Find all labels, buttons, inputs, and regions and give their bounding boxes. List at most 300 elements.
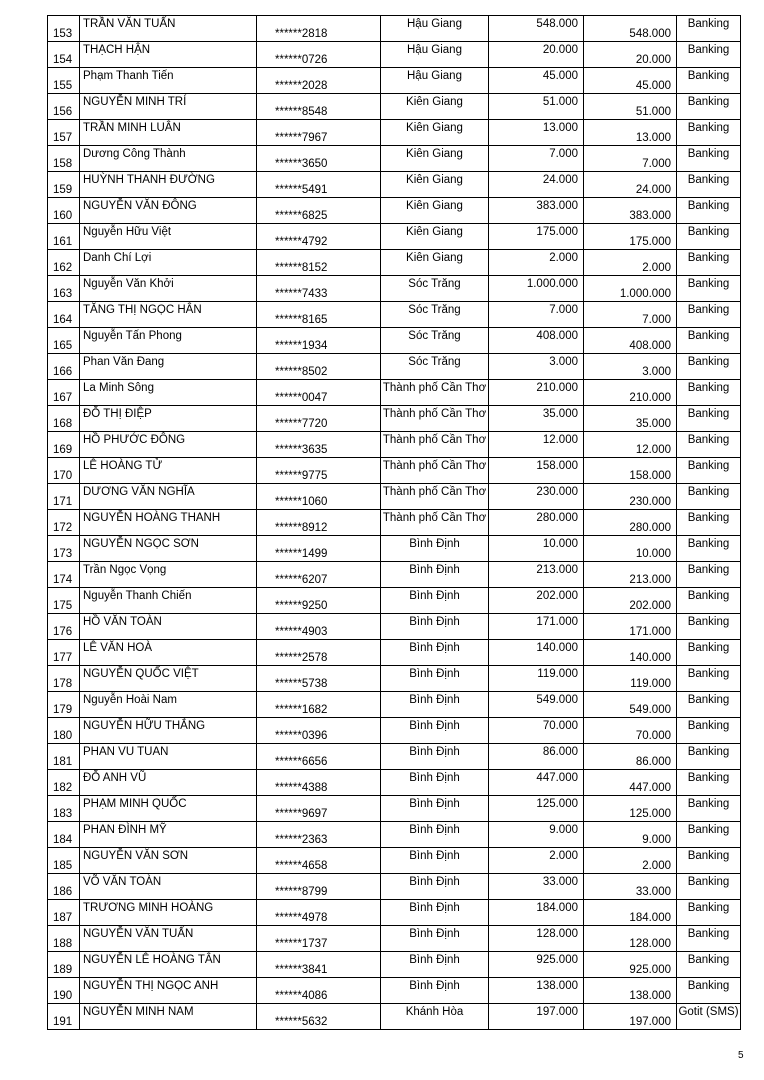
amount-cell: [489, 900, 584, 926]
payment-method-cell: [677, 874, 741, 900]
row-number-text: 164: [53, 314, 73, 326]
payment-method-cell: [677, 276, 741, 302]
donor-name-text: LÊ VĂN HOÀ: [83, 642, 153, 654]
amount-confirmed-text: 138.000: [629, 990, 671, 1002]
amount-text: 138.000: [536, 980, 578, 992]
row-number-text: 177: [53, 652, 73, 664]
amount-confirmed-cell: [584, 302, 677, 328]
amount-confirmed-cell: [584, 614, 677, 640]
donor-name-cell: [80, 1004, 257, 1030]
amount-confirmed-cell: [584, 406, 677, 432]
amount-confirmed-cell: [584, 146, 677, 172]
amount-confirmed-cell: [584, 94, 677, 120]
province-text: Kiên Giang: [406, 252, 463, 264]
amount-confirmed-text: 33.000: [635, 886, 671, 898]
row-number-text: 160: [53, 210, 73, 222]
donor-name-cell: [80, 536, 257, 562]
province-cell: [381, 1004, 489, 1030]
donor-name-cell: [80, 94, 257, 120]
province-text: Bình Định: [409, 668, 460, 680]
payment-method-cell: [677, 380, 741, 406]
province-cell: [381, 120, 489, 146]
province-cell: [381, 432, 489, 458]
amount-cell: [489, 718, 584, 744]
payment-method-cell: [677, 796, 741, 822]
account-number-cell: [257, 42, 381, 68]
table-row: [48, 172, 741, 198]
payment-method-cell: [677, 302, 741, 328]
amount-text: 210.000: [536, 382, 578, 394]
donor-name-cell: [80, 16, 257, 42]
donor-name-cell: [80, 510, 257, 536]
row-number-text: 162: [53, 262, 73, 274]
province-cell: [381, 796, 489, 822]
amount-cell: [489, 562, 584, 588]
account-number-text: ******6207: [275, 574, 328, 586]
amount-confirmed-cell: [584, 848, 677, 874]
amount-cell: [489, 354, 584, 380]
province-text: Sóc Trăng: [408, 356, 461, 368]
amount-confirmed-cell: [584, 432, 677, 458]
province-text: Bình Định: [409, 772, 460, 784]
account-number-text: ******4388: [275, 782, 328, 794]
amount-text: 10.000: [542, 538, 578, 550]
amount-cell: [489, 952, 584, 978]
province-cell: [381, 172, 489, 198]
account-number-cell: [257, 692, 381, 718]
province-cell: [381, 952, 489, 978]
amount-text: 140.000: [536, 642, 578, 654]
payment-method-cell: [677, 458, 741, 484]
province-cell: [381, 900, 489, 926]
payment-method-cell: [677, 198, 741, 224]
row-number-cell: [48, 900, 80, 926]
payment-method-text: Banking: [687, 486, 730, 498]
account-number-cell: [257, 198, 381, 224]
account-number-cell: [257, 120, 381, 146]
row-number-text: 190: [53, 990, 73, 1002]
payment-method-text: Banking: [687, 668, 730, 680]
amount-cell: [489, 822, 584, 848]
account-number-cell: [257, 276, 381, 302]
amount-text: 3.000: [549, 356, 578, 368]
table-row: [48, 926, 741, 952]
account-number-cell: [257, 1004, 381, 1030]
donor-name-text: Danh Chí Lợi: [83, 252, 152, 264]
amount-cell: [489, 224, 584, 250]
donor-name-text: LÊ HOÀNG TỬ: [83, 460, 163, 472]
amount-cell: [489, 1004, 584, 1030]
province-cell: [381, 406, 489, 432]
account-number-text: ******5738: [275, 678, 328, 690]
table-row: [48, 458, 741, 484]
amount-confirmed-text: 210.000: [629, 392, 671, 404]
donor-name-cell: [80, 406, 257, 432]
table-row: [48, 354, 741, 380]
province-text: Thành phố Cần Thơ: [382, 434, 487, 446]
province-text: Bình Định: [409, 876, 460, 888]
account-number-text: ******7433: [275, 288, 328, 300]
account-number-text: ******0396: [275, 730, 328, 742]
table-body: [48, 16, 741, 1030]
amount-confirmed-cell: [584, 328, 677, 354]
row-number-text: 191: [53, 1016, 73, 1028]
table-row: [48, 562, 741, 588]
province-text: Khánh Hòa: [405, 1006, 464, 1018]
row-number-text: 165: [53, 340, 73, 352]
payment-method-cell: [677, 588, 741, 614]
account-number-cell: [257, 588, 381, 614]
amount-confirmed-cell: [584, 120, 677, 146]
row-number-text: 183: [53, 808, 73, 820]
table-row: [48, 302, 741, 328]
province-text: Thành phố Cần Thơ: [382, 486, 487, 498]
province-text: Kiên Giang: [406, 122, 463, 134]
donor-name-text: Trần Ngọc Vọng: [83, 564, 167, 576]
amount-text: 408.000: [536, 330, 578, 342]
donor-name-cell: [80, 562, 257, 588]
donor-name-text: VÕ VĂN TOÀN: [83, 876, 162, 888]
amount-text: 925.000: [536, 954, 578, 966]
donor-name-cell: [80, 692, 257, 718]
payment-method-text: Banking: [687, 148, 730, 160]
province-cell: [381, 354, 489, 380]
donor-name-text: NGUYỄN MINH NAM: [83, 1006, 194, 1018]
row-number-cell: [48, 744, 80, 770]
payment-method-text: Banking: [687, 408, 730, 420]
table-row: [48, 744, 741, 770]
account-number-text: ******8502: [275, 366, 328, 378]
payment-method-cell: [677, 770, 741, 796]
table-row: [48, 536, 741, 562]
account-number-cell: [257, 16, 381, 42]
row-number-cell: [48, 328, 80, 354]
payment-method-cell: [677, 510, 741, 536]
province-cell: [381, 146, 489, 172]
account-number-text: ******1934: [275, 340, 328, 352]
account-number-cell: [257, 770, 381, 796]
amount-cell: [489, 926, 584, 952]
amount-cell: [489, 198, 584, 224]
payment-method-text: Banking: [687, 96, 730, 108]
donor-name-text: NGUYỄN NGỌC SƠN: [83, 538, 199, 550]
amount-confirmed-text: 197.000: [629, 1016, 671, 1028]
amount-confirmed-text: 7.000: [642, 314, 671, 326]
payment-method-text: Banking: [687, 174, 730, 186]
account-number-text: ******4086: [275, 990, 328, 1002]
amount-confirmed-text: 280.000: [629, 522, 671, 534]
amount-confirmed-cell: [584, 952, 677, 978]
table-row: [48, 874, 741, 900]
province-text: Hậu Giang: [407, 18, 462, 30]
account-number-text: ******8548: [275, 106, 328, 118]
amount-text: 548.000: [536, 18, 578, 30]
payment-method-text: Banking: [687, 538, 730, 550]
amount-cell: [489, 874, 584, 900]
payment-method-text: Banking: [687, 356, 730, 368]
account-number-text: ******6825: [275, 210, 328, 222]
row-number-cell: [48, 458, 80, 484]
account-number-cell: [257, 146, 381, 172]
amount-text: 230.000: [536, 486, 578, 498]
table-row: [48, 510, 741, 536]
province-cell: [381, 588, 489, 614]
donor-name-cell: [80, 380, 257, 406]
donor-name-text: TRẦN VĂN TUẤN: [83, 18, 176, 30]
amount-confirmed-cell: [584, 380, 677, 406]
account-number-text: ******2578: [275, 652, 328, 664]
amount-confirmed-text: 10.000: [635, 548, 671, 560]
province-cell: [381, 718, 489, 744]
table-row: [48, 276, 741, 302]
amount-confirmed-cell: [584, 640, 677, 666]
donor-name-cell: [80, 822, 257, 848]
donor-name-text: NGUYỄN HOÀNG THANH: [83, 512, 221, 524]
payment-method-cell: [677, 614, 741, 640]
amount-text: 70.000: [542, 720, 578, 732]
row-number-cell: [48, 276, 80, 302]
table-row: [48, 848, 741, 874]
row-number-text: 159: [53, 184, 73, 196]
row-number-text: 155: [53, 80, 73, 92]
donor-name-cell: [80, 848, 257, 874]
amount-text: 213.000: [536, 564, 578, 576]
donor-name-text: HỒ PHƯỚC ĐÔNG: [83, 434, 186, 446]
payment-method-text: Banking: [687, 720, 730, 732]
donor-name-cell: [80, 354, 257, 380]
donor-name-cell: [80, 432, 257, 458]
account-number-cell: [257, 432, 381, 458]
row-number-cell: [48, 250, 80, 276]
donor-name-cell: [80, 614, 257, 640]
table-row: [48, 250, 741, 276]
row-number-cell: [48, 380, 80, 406]
table-row: [48, 484, 741, 510]
amount-cell: [489, 770, 584, 796]
donor-name-text: NGUYỄN VĂN SƠN: [83, 850, 189, 862]
amount-cell: [489, 484, 584, 510]
amount-text: 197.000: [536, 1006, 578, 1018]
donor-name-text: Phạm Thanh Tiến: [83, 70, 174, 82]
row-number-text: 179: [53, 704, 73, 716]
donor-name-text: TRƯƠNG MINH HOÀNG: [83, 902, 214, 914]
account-number-text: ******5491: [275, 184, 328, 196]
account-number-cell: [257, 874, 381, 900]
amount-confirmed-text: 35.000: [635, 418, 671, 430]
account-number-text: ******2363: [275, 834, 328, 846]
row-number-text: 154: [53, 54, 73, 66]
row-number-cell: [48, 588, 80, 614]
amount-text: 86.000: [542, 746, 578, 758]
row-number-text: 158: [53, 158, 73, 170]
amount-confirmed-cell: [584, 458, 677, 484]
province-cell: [381, 198, 489, 224]
amount-text: 2.000: [549, 252, 578, 264]
amount-cell: [489, 68, 584, 94]
row-number-cell: [48, 146, 80, 172]
donor-name-cell: [80, 874, 257, 900]
account-number-text: ******4978: [275, 912, 328, 924]
amount-text: 51.000: [542, 96, 578, 108]
payment-method-cell: [677, 692, 741, 718]
amount-cell: [489, 94, 584, 120]
amount-confirmed-cell: [584, 250, 677, 276]
province-cell: [381, 276, 489, 302]
row-number-text: 169: [53, 444, 73, 456]
amount-confirmed-text: 408.000: [629, 340, 671, 352]
row-number-cell: [48, 562, 80, 588]
account-number-text: ******9250: [275, 600, 328, 612]
province-cell: [381, 666, 489, 692]
province-text: Bình Định: [409, 954, 460, 966]
donor-name-text: HỒ VĂN TOÀN: [83, 616, 162, 628]
payment-method-text: Gotit (SMS): [678, 1006, 739, 1018]
amount-confirmed-cell: [584, 796, 677, 822]
province-cell: [381, 822, 489, 848]
amount-confirmed-cell: [584, 484, 677, 510]
table-row: [48, 42, 741, 68]
row-number-cell: [48, 354, 80, 380]
amount-text: 12.000: [542, 434, 578, 446]
amount-cell: [489, 588, 584, 614]
province-cell: [381, 926, 489, 952]
province-cell: [381, 458, 489, 484]
amount-confirmed-text: 925.000: [629, 964, 671, 976]
amount-text: 128.000: [536, 928, 578, 940]
province-cell: [381, 94, 489, 120]
payment-method-text: Banking: [687, 226, 730, 238]
amount-confirmed-cell: [584, 276, 677, 302]
amount-text: 9.000: [549, 824, 578, 836]
payment-method-cell: [677, 848, 741, 874]
table-row: [48, 588, 741, 614]
province-text: Bình Định: [409, 824, 460, 836]
payment-method-cell: [677, 640, 741, 666]
account-number-cell: [257, 562, 381, 588]
row-number-text: 178: [53, 678, 73, 690]
amount-text: 171.000: [536, 616, 578, 628]
amount-text: 184.000: [536, 902, 578, 914]
province-cell: [381, 484, 489, 510]
donor-name-text: ĐỖ ANH VŨ: [83, 772, 147, 784]
account-number-text: ******1737: [275, 938, 328, 950]
amount-cell: [489, 380, 584, 406]
payment-method-text: Banking: [687, 902, 730, 914]
table-row: [48, 1004, 741, 1030]
row-number-text: 168: [53, 418, 73, 430]
donor-name-text: NGUYỄN LÊ HOÀNG TÂN: [83, 954, 221, 966]
amount-confirmed-cell: [584, 692, 677, 718]
amount-confirmed-text: 2.000: [642, 262, 671, 274]
amount-text: 549.000: [536, 694, 578, 706]
province-text: Bình Định: [409, 616, 460, 628]
province-text: Bình Định: [409, 980, 460, 992]
payment-method-cell: [677, 250, 741, 276]
province-cell: [381, 302, 489, 328]
payment-method-cell: [677, 926, 741, 952]
row-number-text: 180: [53, 730, 73, 742]
province-cell: [381, 744, 489, 770]
account-number-text: ******5632: [275, 1016, 328, 1028]
province-text: Kiên Giang: [406, 226, 463, 238]
amount-text: 175.000: [536, 226, 578, 238]
payment-method-text: Banking: [687, 278, 730, 290]
account-number-text: ******0726: [275, 54, 328, 66]
account-number-text: ******1060: [275, 496, 328, 508]
payment-method-cell: [677, 822, 741, 848]
table-row: [48, 146, 741, 172]
payment-method-text: Banking: [687, 200, 730, 212]
payment-method-text: Banking: [687, 928, 730, 940]
payment-method-text: Banking: [687, 304, 730, 316]
donor-name-cell: [80, 458, 257, 484]
amount-cell: [489, 302, 584, 328]
amount-confirmed-cell: [584, 16, 677, 42]
account-number-text: ******4792: [275, 236, 328, 248]
amount-cell: [489, 510, 584, 536]
account-number-cell: [257, 250, 381, 276]
donor-name-cell: [80, 250, 257, 276]
account-number-text: ******3635: [275, 444, 328, 456]
donor-name-cell: [80, 900, 257, 926]
account-number-text: ******9697: [275, 808, 328, 820]
amount-confirmed-text: 2.000: [642, 860, 671, 872]
amount-cell: [489, 276, 584, 302]
account-number-text: ******4903: [275, 626, 328, 638]
amount-cell: [489, 614, 584, 640]
account-number-text: ******3650: [275, 158, 328, 170]
amount-cell: [489, 978, 584, 1004]
province-text: Bình Định: [409, 902, 460, 914]
row-number-cell: [48, 848, 80, 874]
amount-text: 202.000: [536, 590, 578, 602]
row-number-text: 185: [53, 860, 73, 872]
account-number-text: ******0047: [275, 392, 328, 404]
amount-cell: [489, 432, 584, 458]
donor-name-cell: [80, 224, 257, 250]
donor-name-text: PHẠM MINH QUỐC: [83, 798, 187, 810]
account-number-cell: [257, 926, 381, 952]
payment-method-text: Banking: [687, 122, 730, 134]
amount-confirmed-text: 171.000: [629, 626, 671, 638]
amount-confirmed-text: 7.000: [642, 158, 671, 170]
province-cell: [381, 640, 489, 666]
donor-name-cell: [80, 276, 257, 302]
row-number-text: 186: [53, 886, 73, 898]
row-number-cell: [48, 198, 80, 224]
payment-method-text: Banking: [687, 564, 730, 576]
amount-confirmed-cell: [584, 536, 677, 562]
account-number-cell: [257, 172, 381, 198]
payment-method-cell: [677, 536, 741, 562]
payment-method-text: Banking: [687, 876, 730, 888]
row-number-cell: [48, 822, 80, 848]
row-number-cell: [48, 510, 80, 536]
payment-method-text: Banking: [687, 512, 730, 524]
amount-confirmed-text: 9.000: [642, 834, 671, 846]
donor-name-text: NGUYỄN HỮU THẮNG: [83, 720, 206, 732]
account-number-cell: [257, 978, 381, 1004]
amount-confirmed-text: 549.000: [629, 704, 671, 716]
payment-method-text: Banking: [687, 590, 730, 602]
payment-method-text: Banking: [687, 616, 730, 628]
province-cell: [381, 224, 489, 250]
amount-confirmed-text: 24.000: [635, 184, 671, 196]
amount-cell: [489, 172, 584, 198]
province-text: Bình Định: [409, 720, 460, 732]
province-text: Bình Định: [409, 798, 460, 810]
donor-name-text: Nguyễn Hữu Việt: [83, 226, 172, 238]
